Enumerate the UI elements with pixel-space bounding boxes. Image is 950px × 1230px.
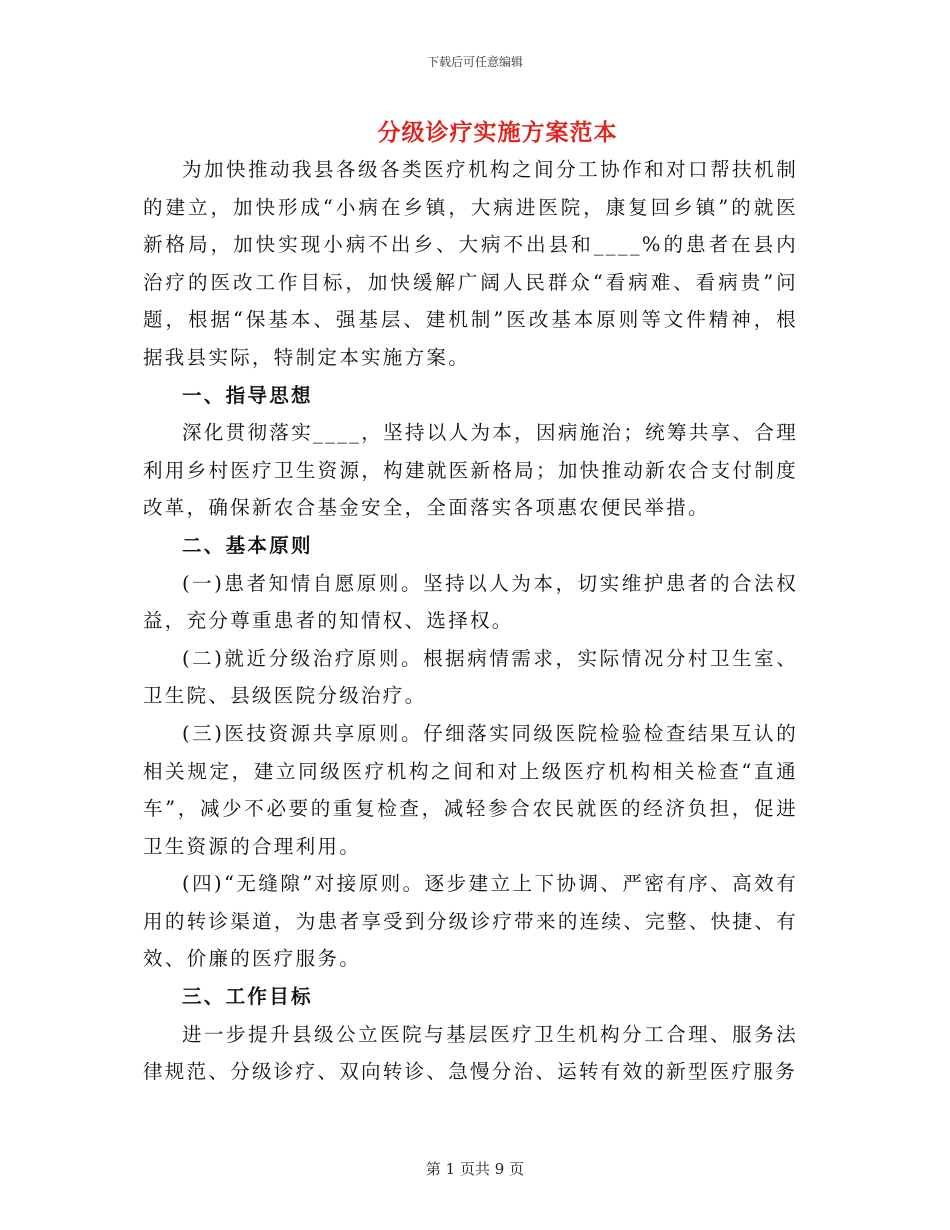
document-title: 分级诊疗实施方案范本 — [377, 119, 618, 146]
page-number-footer: 第 1 页共 9 页 — [425, 1160, 525, 1178]
paragraph-principle-1: (一)患者知情自愿原则。坚持以人为本，切实维护患者的合法权益，充分尊重患者的知情权、选择权。 — [143, 571, 798, 633]
document-body — [143, 151, 798, 1091]
paragraph-principle-4: (四)“无缝隙”对接原则。逐步建立上下协调、严密有序、高效有用的转诊渠道，为患者享受到分级诊疗带来的连续、完整、快捷、有效、价廉的医疗服务。 — [143, 872, 798, 971]
paragraph-guiding-ideology: 深化贯彻落实____，坚持以人为本，因病施治；统筹共享、合理利用乡村医疗卫生资源，构建就医新格局；加快推动新农合支付制度改革，确保新农合基金安全，全面落实各项惠农便民举措。 — [143, 421, 798, 520]
paragraph-intro: 为加快推动我县各级各类医疗机构之间分工协作和对口帮扶机制的建立，加快形成“小病在乡镇，大病进医院，康复回乡镇”的就医新格局，加快实现小病不出乡、大病不出县和____%的患者在县内治疗的医改工作目标，加快缓解广阔人民群众“看病难、看病贵”问题，根据“保基本、强基层、建机制”医改基本原则等文件精神，根据我县实际，特制定本实施方案。 — [143, 158, 798, 369]
header-note: 下载后可任意编辑 — [426, 55, 523, 69]
section-heading-guiding-ideology: 一、指导思想 — [182, 383, 313, 407]
paragraph-principle-3: (三)医技资源共享原则。仔细落实同级医院检验检查结果互认的相关规定，建立同级医疗机构之间和对上级医疗机构相关检查“直通车”，减少不必要的重复检查，减轻参合农民就医的经济负担，促进卫生资源的合理利用。 — [143, 721, 798, 858]
section-heading-work-goals: 三、工作目标 — [182, 985, 313, 1009]
paragraph-principle-2: (二)就近分级治疗原则。根据病情需求，实际情况分村卫生室、卫生院、县级医院分级治疗。 — [143, 646, 798, 708]
section-heading-basic-principles: 二、基本原则 — [182, 533, 313, 557]
paragraph-work-goals: 进一步提升县级公立医院与基层医疗卫生机构分工合理、服务法律规范、分级诊疗、双向转诊、急慢分治、运转有效的新型医疗服务 — [143, 1022, 798, 1084]
